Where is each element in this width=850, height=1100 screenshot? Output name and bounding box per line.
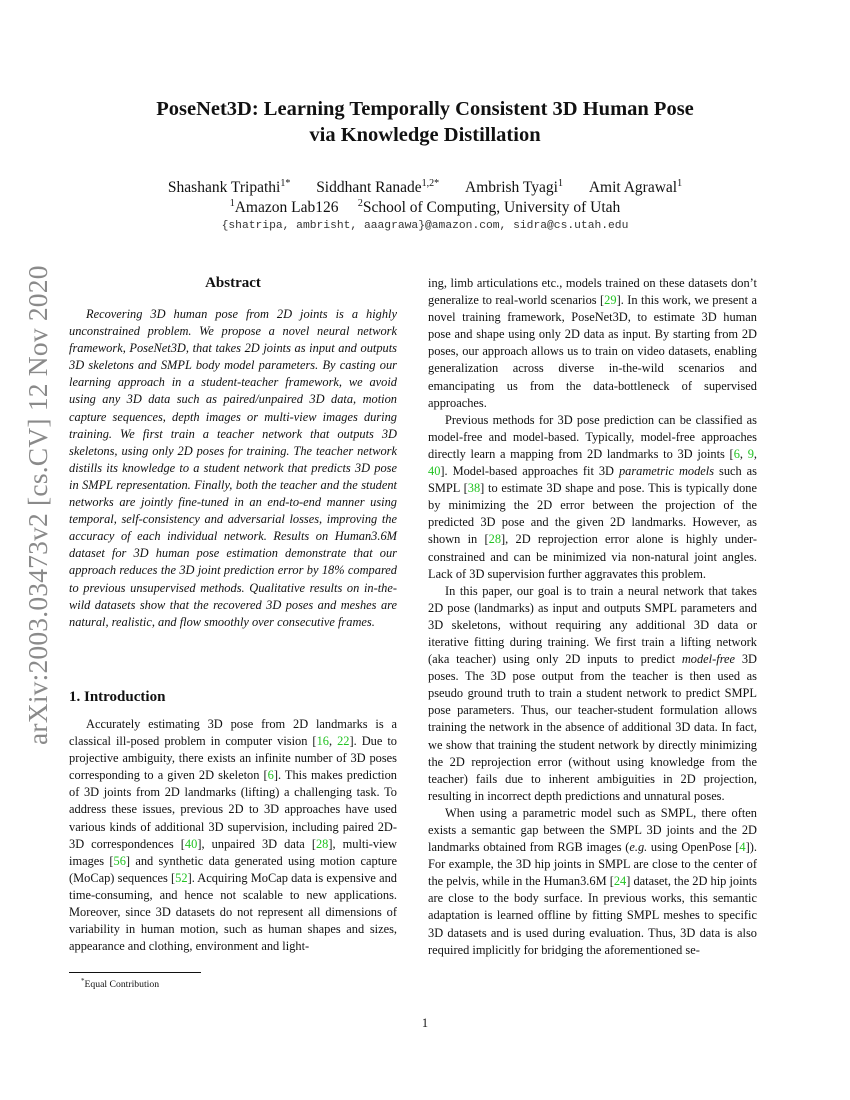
citation-link[interactable]: 40 (184, 836, 198, 851)
footnote-divider (69, 972, 201, 973)
title-line-1: PoseNet3D: Learning Temporally Consistent 3D Human Pose (156, 98, 694, 120)
citation-link[interactable]: 24 (613, 874, 627, 889)
paragraph: When using a parametric model such as SMPL, there often exists a semantic gap between the SMPL 3D joints and the 2D landmarks obtained from RGB images (e.g. using OpenPose [4]). For example, the 3D hip joints in SMPL are close to the center of the pelvis, while in the Human3.6M [24] dataset, the 2D hip joints are close to the body surface. In previous works, this semantic adaptation is learned offline by fitting SMPL meshes to specific 3D datasets and is used during evaluation. Thus, 3D data is also required implicitly for bridging the aforementioned se- (428, 805, 758, 957)
citation-link[interactable]: 16 (316, 734, 329, 749)
footnote: *Equal Contribution (81, 977, 160, 991)
introduction-right-column (428, 275, 757, 959)
paragraph: ing, limb articulations etc., models trained on these datasets don’t generalize to real-world scenarios [29]. In this work, we present a novel training framework, PoseNet3D, to estimate 3D human pose and shape using only 2D data as input. By starting from 2D poses, our approach allows us to train on video datasets, enabling generalization across diverse in-the-wild scenarios and emancipating us from the data-bottleneck of supervised approaches. (428, 276, 757, 410)
citation-link[interactable]: 52 (175, 870, 188, 885)
affiliation: $^2$School of Computing, University of Utah (357, 198, 621, 216)
citation-link[interactable]: 40 (428, 464, 441, 479)
section-heading-introduction: 1. Introduction (69, 689, 166, 705)
title-line-2: via Knowledge Distillation (309, 124, 541, 146)
affiliations (0, 198, 850, 218)
author-emails: {shatripa, ambrisht, aaagrawa}@amazon.com, sidra@cs.utah.edu (221, 220, 629, 232)
citation-link[interactable]: 6 (267, 768, 274, 783)
author: Siddhant Ranade$^{1,2*}$ (316, 178, 440, 196)
citation-link[interactable]: 56 (113, 853, 126, 868)
author: Amit Agrawal$^1$ (588, 178, 683, 196)
paragraph: In this paper, our goal is to train a neural network that takes 2D pose (landmarks) as input and outputs SMPL parameters and 3D skeletons, without requiring any additional 3D data or iterative fitting during training. We first train a lifting network (aka teacher) using only 2D inputs to predict model-free 3D poses. The 3D pose output from the teacher is then used as pseudo ground truth to train a student network to predict SMPL pose parameters. Thus, our teacher-student formulation allows training the network in the absence of additional 3D data. In fact, we show that training the student network by directly minimizing the 2D reprojection error (without using knowledge from the teacher) fails due to inherent ambiguities in 2D projection, resulting in incorrect depth predictions and unnatural poses. (428, 583, 757, 803)
author: Ambrish Tyagi$^1$ (465, 178, 563, 196)
citation-link[interactable]: 28 (315, 836, 329, 851)
citation-link[interactable]: 9 (747, 446, 754, 461)
citation-link[interactable]: 29 (604, 293, 617, 308)
citation-link[interactable]: 22 (337, 734, 350, 749)
citation-link[interactable]: 6 (733, 446, 740, 461)
citation-link[interactable]: 38 (467, 481, 481, 496)
citation-link[interactable]: 28 (488, 532, 502, 547)
arxiv-stamp: arXiv:2003.03473v2 [cs.CV] 12 Nov 2020 (22, 265, 53, 745)
author: Shashank Tripathi$^{1*}$ (167, 178, 291, 196)
author-list (0, 178, 850, 198)
paragraph: Accurately estimating 3D pose from 2D landmarks is a classical ill-posed problem in computer vision [16, 22]. Due to projective ambiguity, there exists an infinite number of 3D poses corresponding to a given 2D skeleton [6]. This makes prediction of 3D joints from 2D landmarks (lifting) a challenging task. To address these issues, previous 2D to 3D approaches have used various kinds of additional 3D supervision, including paired 2D-3D correspondences [40], unpaired 3D data [28], multi-view images [56] and synthetic data generated using motion capture (MoCap) sequences [52]. Acquiring MoCap data is expensive and time-consuming, and hence not scalable to new applications. Moreover, since 3D datasets do not represent all dimensions of variability in human motion, such as human shapes and sizes, appearance and clothing, environment and light- (69, 717, 398, 954)
abstract-heading: Abstract (205, 275, 261, 291)
citation-link[interactable]: 4 (739, 840, 746, 855)
affiliation: $^1$Amazon Lab126 (229, 198, 339, 216)
paper-title (0, 96, 850, 148)
page-number: 1 (421, 1016, 429, 1030)
abstract-text: Recovering 3D human pose from 2D joints is a highly unconstrained problem. We propose a novel neural network framework, PoseNet3D, that takes 2D joints as input and outputs 3D skeletons and SMPL body model parameters. By casting our learning approach in a student-teacher framework, we avoid using any 3D data such as paired/unpaired 3D data, motion capture sequences, depth images or multi-view images during training. We first train a teacher network that outputs 3D skeletons, using only 2D poses for training. The teacher network distills its knowledge to a student network that predicts 3D pose in SMPL representation. Finally, both the teacher and the student networks are jointly fine-tuned in an end-to-end manner using temporal, self-consistency and adversarial losses, improving the accuracy of each individual network. Results on Human3.6M dataset for 3D human pose estimation demonstrate that our approach reduces the 3D joint prediction error by 18% compared to previous unsupervised methods. Qualitative results on in-the-wild datasets show that the recovered 3D poses and meshes are natural, realistic, and flow smoothly over consecutive frames. (69, 307, 397, 629)
author-block (0, 178, 850, 218)
paragraph: Previous methods for 3D pose prediction can be classified as model-free and model-based. Typically, model-free approaches directly learn a mapping from 2D landmarks to 3D joints [6, 9, 40]. Model-based approaches fit 3D parametric models such as SMPL [38] to estimate 3D shape and pose. This is typically done by minimizing the 2D error between the projection of the predicted 3D pose and the given 2D landmarks. However, as shown in [28], 2D reprojection error alone is highly under-constrained and can be minimized via non-natural joint angles. Lack of 3D supervision further aggravates this problem. (428, 412, 757, 581)
introduction-left-column (69, 716, 397, 955)
